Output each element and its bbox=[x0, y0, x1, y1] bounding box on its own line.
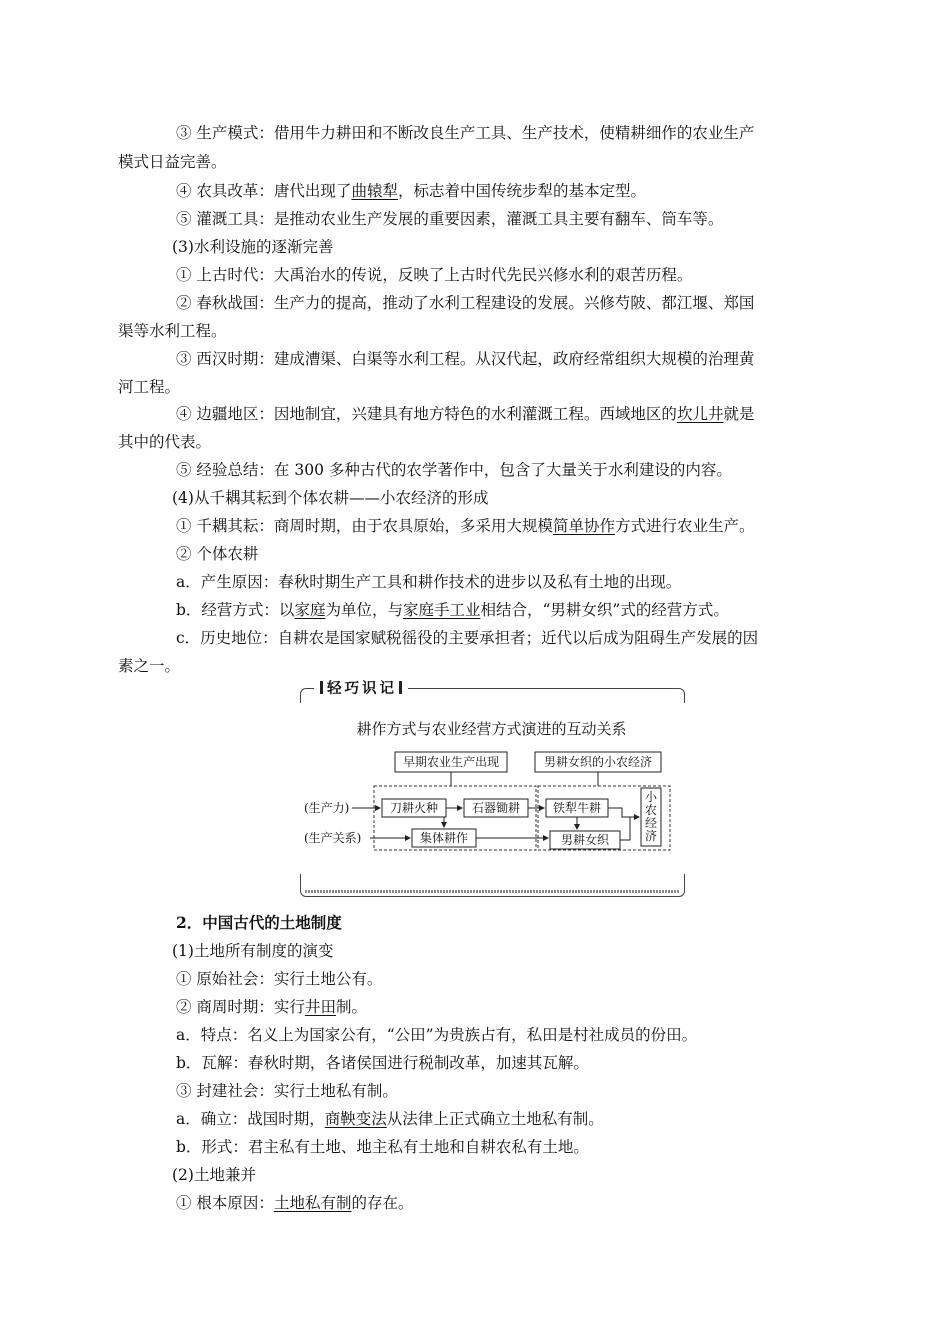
text-span: ④ 边疆地区：因地制宜，兴建具有地方特色的水利灌溉工程。西域地区的 bbox=[176, 405, 677, 423]
text-span: ，标志着中国传统步犁的基本定型。 bbox=[397, 182, 646, 200]
text-span: 方式进行农业生产。 bbox=[614, 517, 755, 535]
text-line: ② 春秋战国：生产力的提高，推动了水利工程建设的发展。兴修芍陂、都江堰、郑国 bbox=[176, 294, 755, 312]
text-line: c．历史地位：自耕农是国家赋税徭役的主要承担者；近代以后成为阻碍生产发展的因 bbox=[176, 629, 759, 647]
text-span: b．经营方式：以 bbox=[176, 601, 295, 619]
key-term: 家庭 bbox=[294, 601, 326, 619]
section-heading: (2)土地兼并 bbox=[172, 1166, 256, 1184]
text-line: b．形式：君主私有土地、地主私有土地和自耕农私有土地。 bbox=[176, 1138, 589, 1156]
key-term: 曲辕犁 bbox=[351, 182, 398, 200]
label-stone-hoe: 石器锄耕 bbox=[471, 801, 521, 815]
label-iron-plow: 铁犁牛耕 bbox=[552, 801, 602, 815]
key-term: 井田 bbox=[304, 998, 336, 1016]
text-line bbox=[0, 180, 950, 202]
text-line: b．瓦解：春秋时期，各诸侯国进行税制改革，加速其瓦解。 bbox=[176, 1054, 589, 1072]
key-term: 坎儿井 bbox=[676, 405, 724, 423]
text-span: ① 千耦其耘：商周时期，由于农具原始，多采用大规模 bbox=[176, 517, 553, 535]
memo-frame-bottom bbox=[300, 874, 685, 897]
text-line bbox=[0, 1108, 950, 1130]
text-span: 2．中国古代的土地制度 bbox=[176, 913, 342, 932]
text-line: ② 个体农耕 bbox=[176, 545, 259, 563]
section-heading: (1)土地所有制度的演变 bbox=[172, 942, 334, 960]
text-span: 为单位，与 bbox=[325, 601, 403, 619]
key-term: 简单协作 bbox=[552, 517, 615, 535]
text-line bbox=[0, 1192, 950, 1214]
text-line: 模式日益完善。 bbox=[118, 153, 227, 171]
section-heading: (4)从千耦其耘到个体农耕——小农经济的形成 bbox=[172, 489, 489, 507]
label-small-peasant-2: 农 bbox=[644, 803, 658, 817]
key-term: 家庭手工业 bbox=[402, 601, 481, 619]
text-span: 就是 bbox=[723, 405, 755, 423]
text-span: 的存在。 bbox=[351, 1194, 414, 1212]
label-slash-burn: 刀耕火种 bbox=[389, 801, 439, 815]
label-early-agriculture: 早期农业生产出现 bbox=[402, 755, 500, 769]
text-span: ④ 农具改革：唐代出现了 bbox=[176, 182, 352, 200]
text-span: 制。 bbox=[335, 998, 367, 1016]
text-line: ③ 封建社会：实行土地私有制。 bbox=[176, 1082, 398, 1100]
flow-diagram bbox=[300, 744, 683, 874]
text-line: ⑤ 经验总结：在 300 多种古代的农学著作中，包含了大量关于水利建设的内容。 bbox=[176, 461, 732, 479]
label-small-peasant-4: 济 bbox=[644, 829, 658, 843]
diagram-title: 耕作方式与农业经营方式演进的互动关系 bbox=[356, 720, 627, 738]
text-line: 其中的代表。 bbox=[118, 433, 212, 451]
key-term: 商鞅变法 bbox=[324, 1110, 387, 1128]
label-small-peasant-3: 经 bbox=[644, 816, 658, 830]
section-heading bbox=[0, 912, 950, 934]
text-line: ③ 西汉时期：建成漕渠、白渠等水利工程。从汉代起，政府经常组织大规模的治理黄 bbox=[176, 350, 755, 368]
text-line: a．特点：名义上为国家公有，“公田”为贵族占有，私田是村社成员的份田。 bbox=[176, 1026, 698, 1044]
connector-line bbox=[620, 817, 630, 840]
text-line: ① 原始社会：实行土地公有。 bbox=[176, 970, 383, 988]
key-term: 土地私有制 bbox=[273, 1194, 352, 1212]
label-small-peasant: 男耕女织的小农经济 bbox=[543, 755, 653, 769]
text-span: 相结合，“男耕女织”式的经营方式。 bbox=[480, 601, 729, 619]
text-line: ① 上古时代：大禹治水的传说，反映了上古时代先民兴修水利的艰苦历程。 bbox=[176, 266, 693, 284]
text-line bbox=[0, 403, 950, 425]
text-line: 河工程。 bbox=[118, 378, 181, 396]
text-line bbox=[0, 599, 950, 621]
label-productivity: (生产力) bbox=[304, 801, 350, 815]
label-relations: (生产关系) bbox=[304, 831, 362, 845]
text-span: a．确立：战国时期， bbox=[176, 1110, 325, 1128]
text-span: ② 商周时期：实行 bbox=[176, 998, 305, 1016]
text-span: ① 根本原因： bbox=[176, 1194, 274, 1212]
label-small-peasant-1: 小 bbox=[644, 790, 658, 804]
text-line bbox=[0, 996, 950, 1018]
memo-tag: 轻巧识记 bbox=[314, 678, 408, 700]
label-collective: 集体耕作 bbox=[419, 831, 469, 845]
text-span: 从法律上正式确立土地私有制。 bbox=[386, 1110, 604, 1128]
text-line: 素之一。 bbox=[118, 657, 181, 675]
label-men-women: 男耕女织 bbox=[560, 833, 610, 847]
text-line: a．产生原因：春秋时期生产工具和耕作技术的进步以及私有土地的出现。 bbox=[176, 573, 682, 591]
text-line bbox=[0, 515, 950, 537]
section-heading: (3)水利设施的逐渐完善 bbox=[172, 238, 334, 256]
memo-box bbox=[300, 678, 683, 900]
text-line: ⑤ 灌溉工具：是推动农业生产发展的重要因素，灌溉工具主要有翻车、筒车等。 bbox=[176, 210, 724, 228]
text-line: ③ 生产模式：借用牛力耕田和不断改良生产工具、生产技术，使精耕细作的农业生产 bbox=[176, 124, 755, 142]
text-line: 渠等水利工程。 bbox=[118, 322, 227, 340]
arrow bbox=[608, 808, 639, 817]
